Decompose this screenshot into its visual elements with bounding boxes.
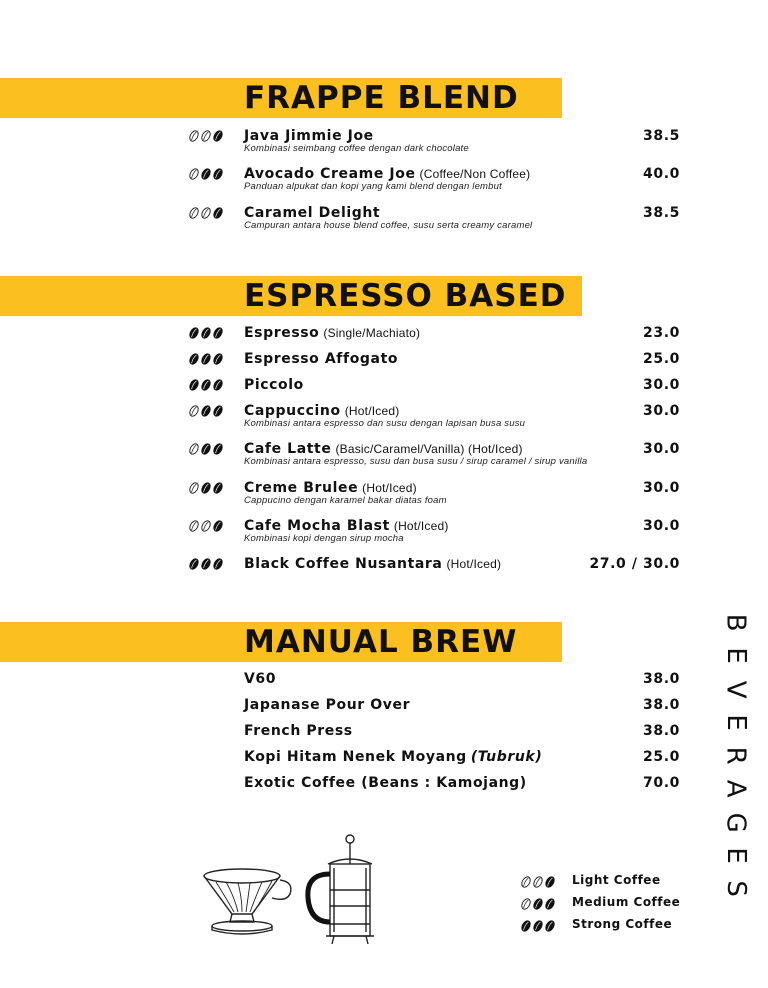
item-description: Kombinasi seimbang coffee dengan dark chocolate bbox=[244, 143, 469, 154]
menu-item bbox=[0, 166, 768, 192]
menu-item bbox=[0, 746, 768, 771]
side-label-letter: A bbox=[720, 780, 751, 799]
item-description: Campuran antara house blend coffee, susu serta creamy caramel bbox=[244, 220, 533, 231]
menu-item bbox=[0, 325, 768, 347]
item-name: Piccolo bbox=[244, 377, 304, 393]
item-option: (Hot/Iced) bbox=[344, 404, 400, 418]
coffee-bean-icon bbox=[188, 520, 224, 532]
item-price: 23.0 bbox=[643, 325, 680, 341]
item-description: Kombinasi antara espresso dan susu dengan lapisan busa susu bbox=[244, 418, 526, 429]
menu-item bbox=[0, 351, 768, 373]
item-price: 40.0 bbox=[643, 166, 680, 182]
item-option: (Hot/Iced) bbox=[446, 557, 502, 571]
item-price: 25.0 bbox=[643, 351, 680, 367]
coffee-bean-icon bbox=[520, 920, 556, 932]
item-name-italic: (Tubruk) bbox=[470, 749, 543, 765]
side-label-letter: E bbox=[720, 847, 751, 864]
item-price: 38.5 bbox=[643, 128, 680, 144]
side-label-letter: E bbox=[720, 714, 751, 731]
menu-item bbox=[0, 441, 768, 467]
side-label-letter: V bbox=[720, 680, 751, 699]
item-name: Caramel Delight bbox=[244, 205, 381, 221]
legend-label: Strong Coffee bbox=[572, 917, 673, 931]
menu-item bbox=[0, 556, 768, 578]
item-description: Cappucino dengan karamel bakar diatas foam bbox=[244, 495, 447, 506]
section-title-frappe: FRAPPE BLEND bbox=[244, 80, 519, 116]
legend-label: Medium Coffee bbox=[572, 895, 681, 909]
item-option: (Hot/Iced) bbox=[362, 481, 417, 495]
section-title-manual-brew: MANUAL BREW bbox=[244, 624, 518, 660]
item-name: Creme Brulee bbox=[244, 480, 359, 496]
item-name: Cappuccino bbox=[244, 403, 341, 419]
item-price: 27.0 / 30.0 bbox=[589, 556, 680, 572]
menu-item bbox=[0, 723, 768, 745]
coffee-bean-icon bbox=[188, 207, 224, 219]
side-label-letter: B bbox=[720, 613, 751, 632]
coffee-bean-icon bbox=[188, 168, 224, 180]
menu-item bbox=[0, 775, 768, 797]
item-name: Espresso Affogato bbox=[244, 351, 399, 367]
item-price: 38.0 bbox=[643, 723, 680, 739]
item-name: Kopi Hitam Nenek Moyang bbox=[244, 749, 467, 765]
item-option: (Hot/Iced) bbox=[393, 519, 449, 533]
item-description: Kombinasi antara espresso, susu dan busa susu / sirup caramel / sirup vanilla bbox=[244, 456, 588, 467]
item-price: 30.0 bbox=[643, 480, 680, 496]
item-name: French Press bbox=[244, 723, 353, 739]
side-label-letter: R bbox=[720, 746, 751, 765]
menu-item bbox=[0, 377, 768, 399]
coffee-bean-icon bbox=[188, 443, 224, 455]
legend-item bbox=[520, 873, 720, 891]
coffee-bean-icon bbox=[188, 558, 224, 570]
coffee-bean-icon bbox=[188, 482, 224, 494]
item-price: 70.0 bbox=[643, 775, 680, 791]
item-price: 30.0 bbox=[643, 403, 680, 419]
side-label-beverages bbox=[710, 606, 760, 906]
item-option: (Single/Machiato) bbox=[323, 326, 421, 340]
coffee-bean-icon bbox=[188, 405, 224, 417]
item-name: Japanase Pour Over bbox=[244, 697, 411, 713]
menu-item bbox=[0, 205, 768, 231]
item-price: 30.0 bbox=[643, 441, 680, 457]
item-description: Panduan alpukat dan kopi yang kami blend dengan lembut bbox=[244, 181, 502, 192]
legend-label: Light Coffee bbox=[572, 873, 661, 887]
side-label-letter: G bbox=[720, 812, 751, 833]
item-name: Avocado Creame Joe bbox=[244, 166, 416, 182]
menu-item bbox=[0, 403, 768, 429]
item-name: Black Coffee Nusantara bbox=[244, 556, 443, 572]
menu-item bbox=[0, 518, 768, 544]
item-price: 30.0 bbox=[643, 377, 680, 393]
menu-item bbox=[0, 671, 768, 693]
coffee-bean-icon bbox=[188, 353, 224, 365]
item-name: Cafe Latte bbox=[244, 441, 332, 457]
menu-item bbox=[0, 697, 768, 719]
item-option: (Basic/Caramel/Vanilla) (Hot/Iced) bbox=[335, 442, 523, 456]
section-title-espresso: ESPRESSO BASED bbox=[244, 278, 567, 314]
item-price: 25.0 bbox=[643, 749, 680, 765]
french-press-icon bbox=[300, 834, 380, 946]
menu-item bbox=[0, 128, 768, 154]
item-name: V60 bbox=[244, 671, 277, 687]
coffee-bean-icon bbox=[188, 130, 224, 142]
v60-dripper-icon bbox=[198, 864, 296, 944]
legend-item bbox=[520, 895, 720, 913]
coffee-bean-icon bbox=[188, 379, 224, 391]
side-label-letter: E bbox=[720, 647, 751, 665]
coffee-bean-icon bbox=[520, 898, 556, 910]
item-description: Kombinasi kopi dengan sirup mocha bbox=[244, 533, 404, 544]
item-name: Cafe Mocha Blast bbox=[244, 518, 390, 534]
side-label-letter: S bbox=[720, 880, 751, 898]
item-option: (Coffee/Non Coffee) bbox=[419, 167, 531, 181]
item-price: 38.5 bbox=[643, 205, 680, 221]
item-name: Exotic Coffee (Beans : Kamojang) bbox=[244, 775, 527, 791]
menu-item bbox=[0, 480, 768, 506]
coffee-bean-icon bbox=[188, 327, 224, 339]
item-name: Java Jimmie Joe bbox=[244, 128, 374, 144]
item-price: 38.0 bbox=[643, 671, 680, 687]
coffee-bean-icon bbox=[520, 876, 556, 888]
item-name: Espresso bbox=[244, 325, 320, 341]
legend-item bbox=[520, 917, 720, 935]
item-price: 38.0 bbox=[643, 697, 680, 713]
item-price: 30.0 bbox=[643, 518, 680, 534]
